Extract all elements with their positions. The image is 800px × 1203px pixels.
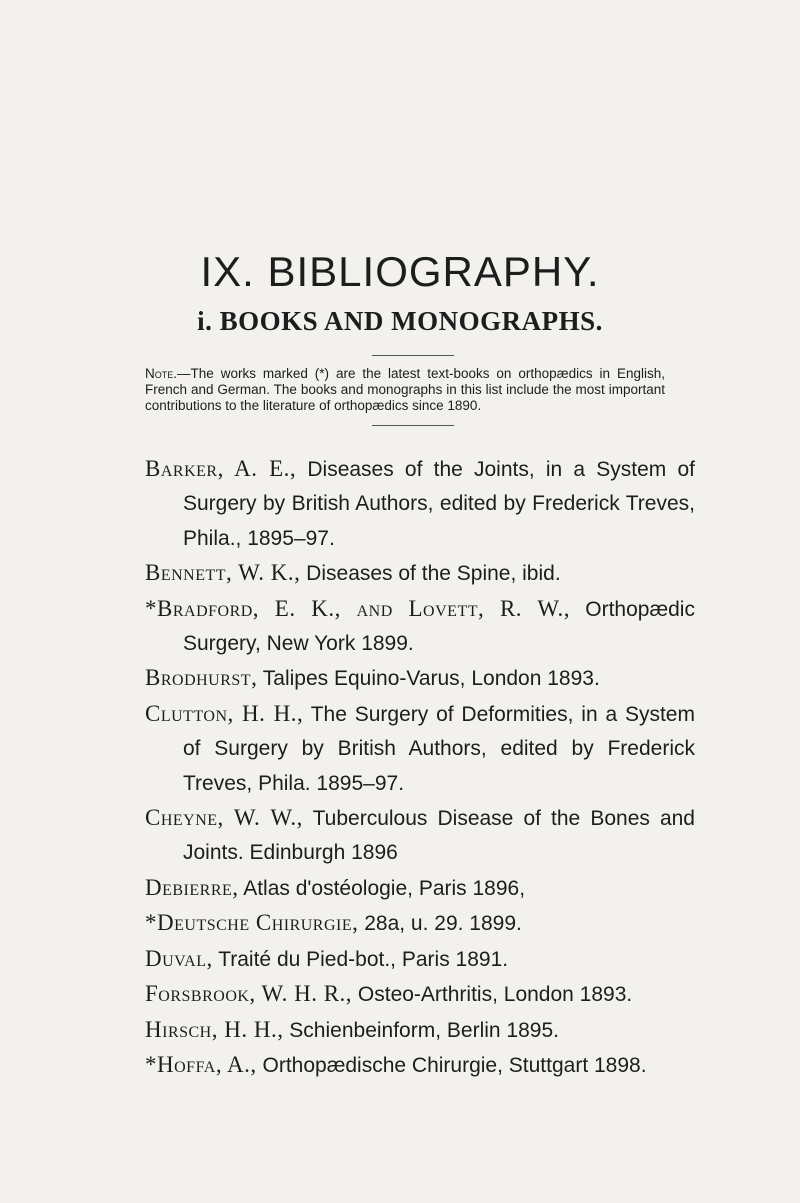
note-paragraph [145, 366, 665, 414]
entry-author: *Bradford, E. K., and Lovett, R. W., [145, 595, 570, 621]
entry-text: Orthopædische Chirurgie, Stuttgart 1898. [256, 1053, 647, 1077]
bibliography-entry [145, 592, 695, 662]
entry-author: Duval, [145, 945, 213, 971]
entry-author: Brodhurst, [145, 665, 258, 691]
entry-text: Diseases of the Spine, ibid. [300, 562, 561, 586]
bibliography-entry [145, 556, 695, 591]
entry-author: Hirsch, H. H., [145, 1016, 284, 1042]
note-label: Note. [145, 366, 178, 381]
bibliography-entry [145, 452, 695, 556]
bibliography-list [145, 452, 695, 1083]
bibliography-entry [145, 801, 695, 871]
entry-author: Cheyne, W. W., [145, 805, 303, 831]
entry-text: The Surgery of Deformities, in a System of Surgery by British Authors, edited by Frederick Treves, Phila. 1895–97. [183, 702, 695, 795]
bibliography-entry [145, 1013, 695, 1048]
chapter-heading: IX. BIBLIOGRAPHY. [200, 248, 600, 295]
entry-text: Atlas d'ostéologie, Paris 1896, [238, 876, 526, 900]
entry-text: Schienbeinform, Berlin 1895. [283, 1018, 559, 1042]
entry-author: Forsbrook, W. H. R., [145, 981, 353, 1007]
entry-text: Tuberculous Disease of the Bones and Joints. Edinburgh 1896 [183, 807, 695, 865]
entry-text: Talipes Equino-Varus, London 1893. [257, 667, 600, 691]
entry-author: Barker, A. E., [145, 456, 297, 481]
section-heading: i. BOOKS AND MONOGRAPHS. [197, 306, 603, 336]
entry-text: Orthopædic Surgery, New York 1899. [183, 597, 695, 656]
bibliography-entry [145, 977, 695, 1012]
bibliography-entry [145, 871, 695, 906]
entry-text: Traité du Pied-bot., Paris 1891. [212, 947, 509, 971]
entry-text: Osteo-Arthritis, London 1893. [352, 983, 633, 1007]
bibliography-entry [145, 942, 695, 977]
bottom-divider [372, 425, 454, 426]
bibliography-entry [145, 906, 695, 941]
entry-author: Bennett, W. K., [145, 560, 301, 586]
bibliography-entry [145, 661, 695, 696]
entry-author: Debierre, [145, 874, 239, 900]
entry-author: *Hoffa, A., [145, 1051, 257, 1077]
entry-text: Diseases of the Joints, in a System of Surgery by British Authors, edited by Frederick Treves, Phila., 1895–97. [183, 458, 695, 550]
top-divider [372, 355, 454, 356]
entry-author: Clutton, H. H., [145, 700, 304, 726]
bibliography-entry [145, 697, 695, 801]
note-text: —The works marked (*) are the latest text-books on orthopædics in English, French and German. The books and monographs in this list include the most important contributions to the literature of orthopædics since 1890. [145, 366, 665, 413]
entry-text: 28a, u. 29. 1899. [358, 912, 522, 936]
bibliography-entry [145, 1048, 695, 1083]
entry-author: *Deutsche Chirurgie, [145, 910, 359, 936]
